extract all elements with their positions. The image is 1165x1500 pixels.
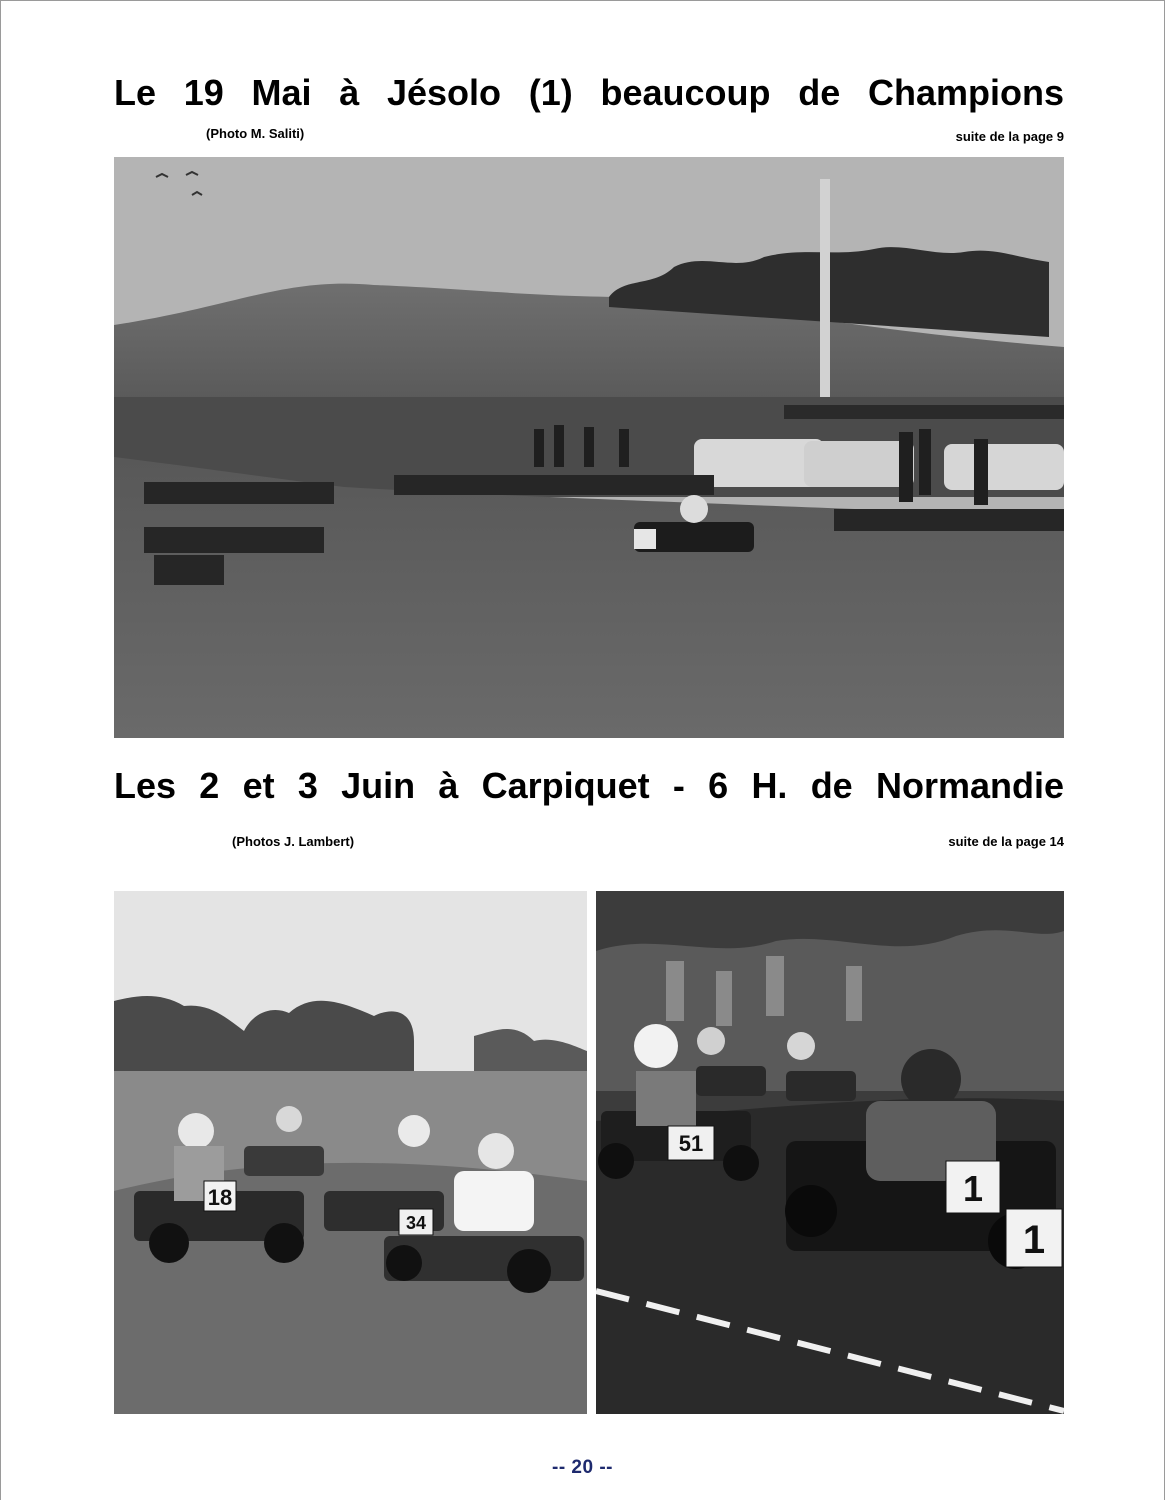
photo-carpiquet-karts-group bbox=[114, 891, 587, 1414]
photo-carpiquet-kart-1 bbox=[596, 891, 1064, 1414]
page-number: -- 20 -- bbox=[552, 1457, 613, 1478]
page-border-top bbox=[0, 0, 1165, 1]
continuation-page-14: suite de la page 14 bbox=[948, 834, 1064, 849]
headline-jesolo: Le 19 Mai à Jésolo (1) beaucoup de Champions bbox=[114, 72, 1064, 113]
kart-plate-1-front: 1 bbox=[962, 1168, 984, 1209]
headline-carpiquet: Les 2 et 3 Juin à Carpiquet - 6 H. de Normandie bbox=[114, 765, 1064, 806]
photo-credit-saliti: (Photo M. Saliti) bbox=[206, 126, 305, 141]
photo-credit-lambert: (Photos J. Lambert) bbox=[232, 834, 355, 849]
page-border-left bbox=[0, 0, 1, 1500]
photo-jesolo-circuit bbox=[114, 157, 1064, 738]
kart-plate-34: 34 bbox=[405, 1213, 427, 1233]
kart-plate-1-side: 1 bbox=[1022, 1218, 1046, 1262]
continuation-page-9: suite de la page 9 bbox=[955, 129, 1064, 144]
kart-plate-51: 51 bbox=[678, 1131, 704, 1156]
kart-plate-18: 18 bbox=[207, 1185, 233, 1210]
